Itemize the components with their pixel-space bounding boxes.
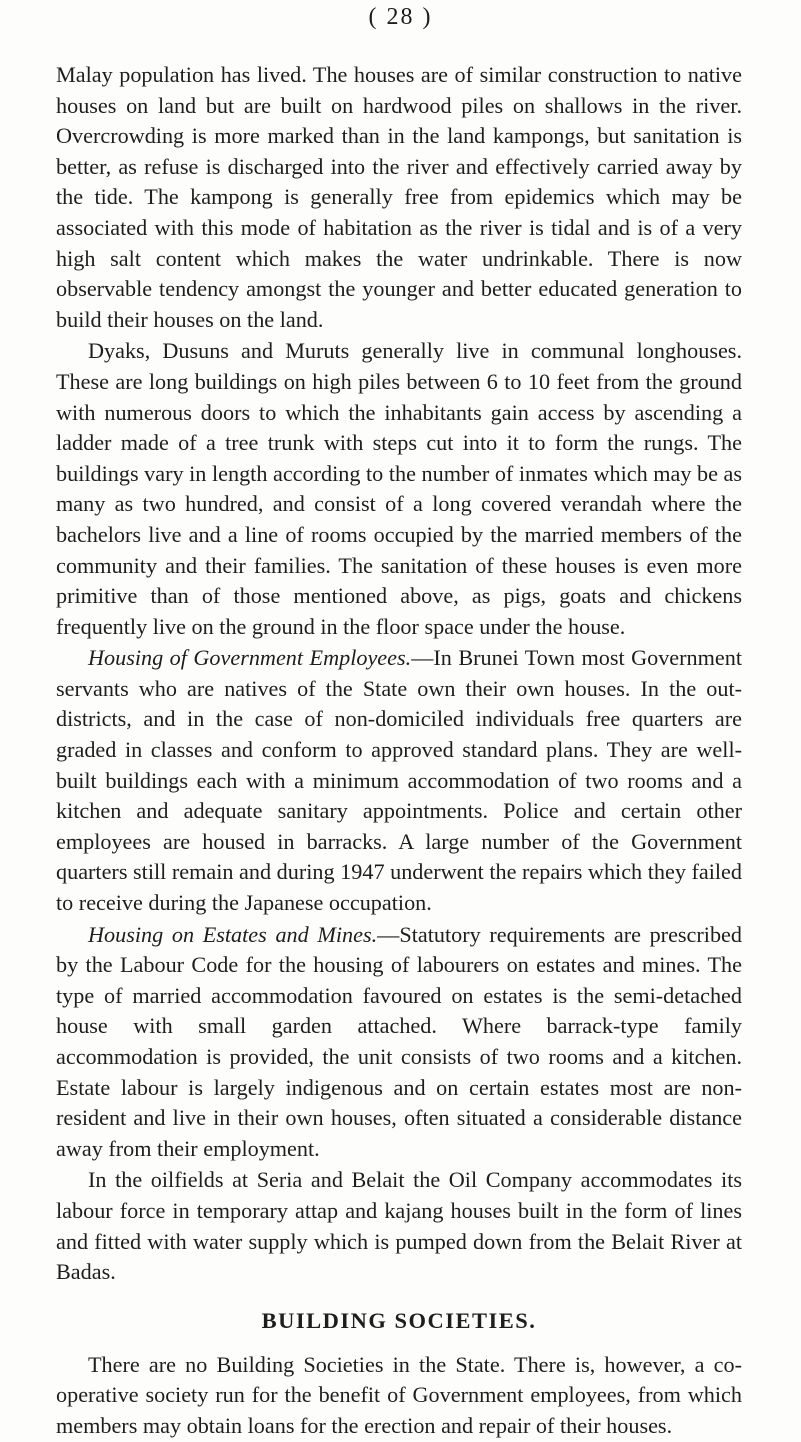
paragraph-body-government-housing: —In Brunei Town most Government servants who are natives of the State own their own houses. In the out-districts, and in the case of non-domiciled individuals free quarters are graded in classes and conform to approved standard plans. They are well-built buildings each with a minimum accommodation of two rooms and a kitchen and adequate sanitary appointments. Police and certain other employees are housed in barracks. A large number of the Government quarters still remain and during 1947 underwent the repairs which they failed to receive during the Japanese occupation. xyxy=(56,645,742,916)
paragraph-longhouses: Dyaks, Dusuns and Muruts generally live in communal longhouses. These are long buildings on high piles between 6 to 10 feet from the ground with numerous doors to which the inhabitants gain access by ascending a ladder made of a tree trunk with steps cut into it to form the rungs. The buildings vary in length according to the number of inmates which may be as many as two hundred, and consist of a long covered verandah where the bachelors live and a line of rooms occupied by the married members of the community and their families. The sanitation of these houses is even more primitive than of those mentioned above, as pigs, goats and chickens frequently live on the ground in the floor space under the house. xyxy=(56,338,742,639)
paragraph-kampong-river-houses: Malay population has lived. The houses are of similar construction to native houses on land but are built on hardwood piles on shallows in the river. Overcrowding is more marked than in the land kampongs, but sanitation is better, as refuse is discharged into the river and effectively carried away by the tide. The kampong is generally free from epidemics which may be associated with this mode of habitation as the river is tidal and is of a very high salt content which makes the water undrinkable. There is now observable tendency amongst the younger and better educated generation to build their houses on the land. xyxy=(56,62,742,332)
paragraph-oilfields-housing: In the oilfields at Seria and Belait the Oil Company accommodates its labour force in temporary attap and kajang houses built in the form of lines and fitted with water supply which is pumped down from the Belait River at Badas. xyxy=(56,1167,742,1285)
paragraph-building-societies: There are no Building Societies in the State. There is, however, a co-operative society run for the benefit of Government employees, from which members may obtain loans for the erection and repair of their houses. xyxy=(56,1351,742,1438)
paragraph-government-housing xyxy=(56,643,742,918)
paragraph-lead-government-housing: Housing of Government Employees. xyxy=(88,645,412,671)
paragraph-lead-estates-mines: Housing on Estates and Mines. xyxy=(88,921,378,947)
body-text xyxy=(56,60,742,1442)
section-heading-building-societies: BUILDING SOCIETIES. xyxy=(261,1307,537,1333)
paragraph-body-estates-mines: —Statutory requirements are prescribed by the Labour Code for the housing of labourers on estates and mines. The type of married accommodation favoured on estates is the semi-detached house with small garden attached. Where barrack-type family accommodation is provided, the unit consists of two rooms and a kitchen. Estate labour is largely indigenous and on certain estates most are non-resident and live in their own houses, often situated a considerable distance away from their employment. xyxy=(56,921,742,1161)
page-number: ( 28 ) xyxy=(368,4,433,30)
paragraph-estates-mines-housing xyxy=(56,920,742,1165)
